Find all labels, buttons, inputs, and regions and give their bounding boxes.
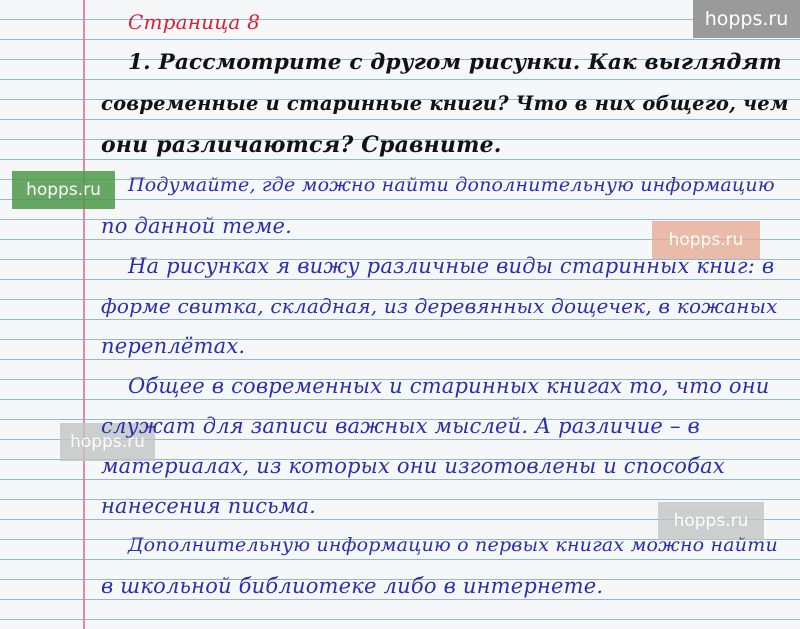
answer-line: нанесения письма. xyxy=(101,494,316,518)
margin-line xyxy=(83,0,85,629)
watermark-top: hopps.ru xyxy=(693,0,800,38)
watermark-grey: hopps.ru xyxy=(658,502,764,540)
watermark-peach: hopps.ru xyxy=(652,221,760,259)
answer-line: в школьной библиотеке либо в интернете. xyxy=(101,574,604,598)
answer-line: Дополнительную информацию о первых книгах можно найти xyxy=(128,534,778,556)
answer-line: На рисунках я вижу различные виды старинных книг: в xyxy=(128,254,775,278)
watermark-grey: hopps.ru xyxy=(60,423,155,461)
watermark-green: hopps.ru xyxy=(12,171,115,209)
hint-line: Подумайте, где можно найти дополнительную информацию xyxy=(128,174,775,196)
task-line: современные и старинные книги? Что в них общего, чем xyxy=(101,92,789,115)
answer-line: Общее в современных и старинных книгах то, что они xyxy=(128,374,770,398)
answer-line: материалах, из которых они изготовлены и способах xyxy=(101,454,725,478)
hint-line: по данной теме. xyxy=(101,214,293,238)
answer-line: форме свитка, складная, из деревянных дощечек, в кожаных xyxy=(101,294,778,318)
answer-line: переплётах. xyxy=(101,334,246,358)
page-heading: Страница 8 xyxy=(128,10,261,34)
answer-line: служат для записи важных мыслей. А различие – в xyxy=(101,414,700,438)
task-line: они различаются? Сравните. xyxy=(101,132,502,158)
task-line: 1. Рассмотрите с другом рисунки. Как выглядят xyxy=(128,50,782,75)
